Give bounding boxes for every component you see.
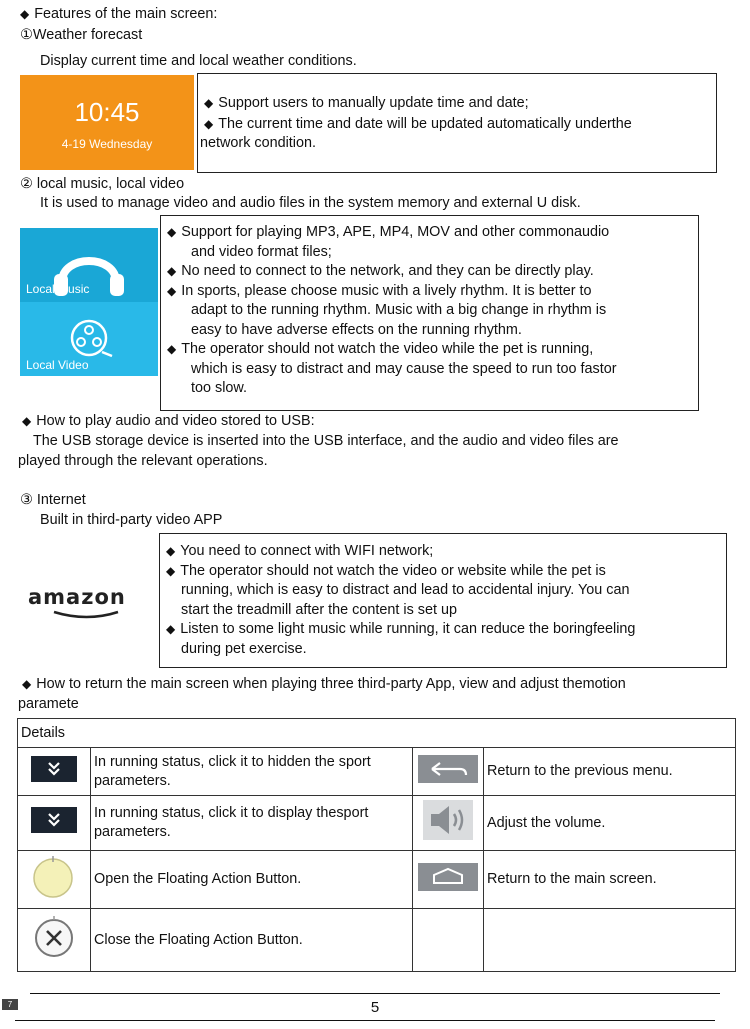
details-row4-left-text: Close the Floating Action Button. bbox=[91, 909, 413, 972]
internet-info-box bbox=[159, 533, 727, 668]
internet-info-line: ◆ The operator should not watch the video or website while the pet is bbox=[166, 562, 606, 581]
media-info-box bbox=[160, 215, 699, 411]
details-header: Details bbox=[18, 719, 736, 748]
media-info-line: ◆ Support for playing MP3, APE, MP4, MOV and other commonaudio bbox=[167, 223, 609, 242]
media-info-line: ◆ No need to connect to the network, and they can be directly play. bbox=[167, 262, 594, 281]
media-info-line: and video format files; bbox=[191, 243, 332, 260]
table-row bbox=[18, 796, 736, 851]
internet-info-line: ◆ You need to connect with WIFI network; bbox=[166, 542, 433, 561]
usb-text-line2: played through the relevant operations. bbox=[18, 453, 268, 469]
details-row1-right-text: Return to the previous menu. bbox=[484, 748, 736, 796]
section-weather-title: ①Weather forecast bbox=[20, 27, 143, 43]
corner-tag: 7 bbox=[2, 999, 18, 1010]
details-row4-right-icon-cell bbox=[413, 909, 484, 972]
media-info-line: too slow. bbox=[191, 380, 247, 396]
section-weather-desc: Display current time and local weather conditions. bbox=[40, 53, 357, 69]
footer-rule-top bbox=[30, 993, 720, 994]
internet-info-line: ◆ Listen to some light music while running, it can reduce the boringfeeling bbox=[166, 620, 635, 639]
amazon-logo: amazon bbox=[28, 588, 126, 607]
chevron-down-icon bbox=[31, 807, 77, 839]
floating-button-close-icon bbox=[31, 914, 77, 966]
return-note-line1: ◆ How to return the main screen when playing three third-party App, view and adjust themotion bbox=[22, 675, 626, 694]
footer-rule-bottom bbox=[15, 1020, 715, 1021]
table-row bbox=[18, 851, 736, 909]
details-row2-right-text: Adjust the volume. bbox=[484, 796, 736, 851]
weather-bullet-2: ◆ The current time and date will be updated automatically underthe bbox=[204, 115, 632, 134]
details-row3-left-text: Open the Floating Action Button. bbox=[91, 851, 413, 909]
internet-info-line: running, which is easy to distract and lead to accidental injury. You can bbox=[181, 582, 630, 598]
usb-text-line1: The USB storage device is inserted into the USB interface, and the audio and video files are bbox=[33, 433, 619, 449]
section-media-desc: It is used to manage video and audio files in the system memory and external U disk. bbox=[40, 195, 581, 211]
media-info-line: ◆ In sports, please choose music with a lively rhythm. It is better to bbox=[167, 282, 592, 301]
back-arrow-icon bbox=[418, 755, 478, 789]
table-row bbox=[18, 909, 736, 972]
usb-heading: ◆ How to play audio and video stored to USB: bbox=[22, 412, 315, 431]
internet-info-line: during pet exercise. bbox=[181, 640, 307, 657]
return-note-line2: paramete bbox=[18, 696, 79, 712]
page-number: 5 bbox=[370, 999, 380, 1016]
media-info-line: easy to have adverse effects on the running rhythm. bbox=[191, 321, 522, 338]
section-internet-title: ③ Internet bbox=[20, 492, 86, 508]
weather-bullet-2-cont: network condition. bbox=[200, 135, 316, 151]
details-row4-right-text bbox=[484, 909, 736, 972]
section-internet-desc: Built in third-party video APP bbox=[40, 512, 223, 528]
chevron-down-icon bbox=[31, 756, 77, 788]
volume-icon bbox=[423, 800, 473, 846]
amazon-smile-icon bbox=[52, 610, 122, 620]
features-heading: ◆ Features of the main screen: bbox=[20, 5, 217, 24]
local-video-label: Local Video bbox=[26, 358, 89, 372]
weather-info-box bbox=[197, 73, 717, 173]
local-video-tile bbox=[20, 302, 158, 376]
media-info-line: which is easy to distract and may cause the speed to run too fastor bbox=[191, 360, 617, 377]
media-info-line: adapt to the running rhythm. Music with a big change in rhythm is bbox=[191, 302, 607, 318]
home-icon bbox=[418, 863, 478, 897]
weather-time: 10:45 bbox=[74, 97, 140, 127]
details-row1-left-text: In running status, click it to hidden the sport parameters. bbox=[91, 748, 413, 796]
internet-info-line: start the treadmill after the content is set up bbox=[181, 601, 457, 618]
media-info-line: ◆ The operator should not watch the video while the pet is running, bbox=[167, 340, 593, 359]
local-music-label: Local Music bbox=[26, 282, 90, 296]
details-row3-right-text: Return to the main screen. bbox=[484, 851, 736, 909]
weather-widget-image bbox=[20, 75, 194, 170]
table-row bbox=[18, 748, 736, 796]
weather-date: 4-19 Wednesday bbox=[61, 137, 153, 151]
floating-button-open-icon bbox=[31, 854, 77, 906]
weather-bullet-1: ◆ Support users to manually update time and date; bbox=[204, 94, 529, 113]
details-table bbox=[17, 718, 736, 972]
details-row2-left-text: In running status, click it to display thesport parameters. bbox=[91, 796, 413, 851]
section-media-title: ② local music, local video bbox=[20, 176, 185, 192]
local-music-tile bbox=[20, 228, 158, 302]
